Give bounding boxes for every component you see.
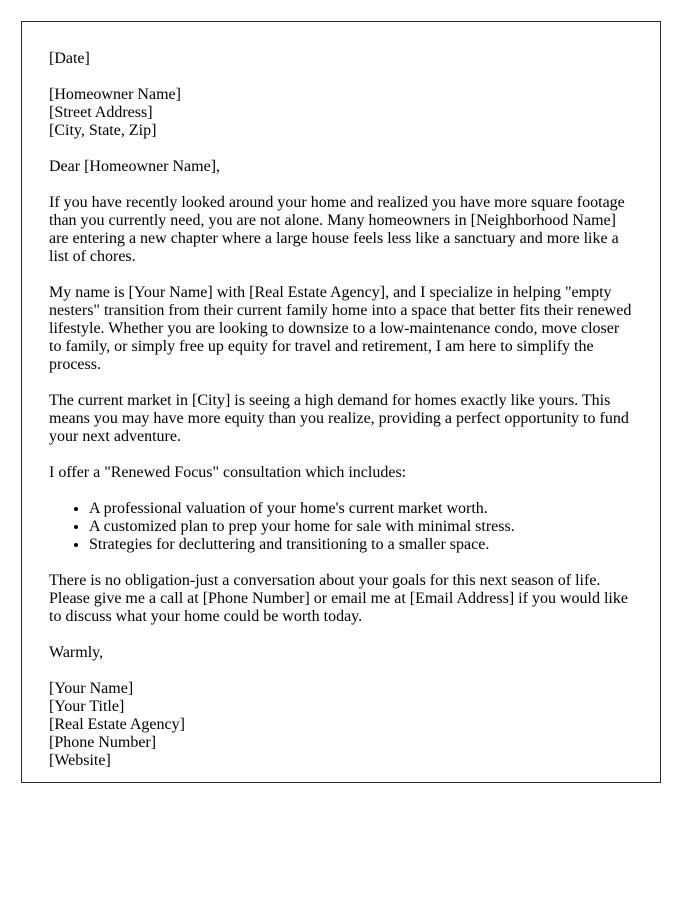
signature-line-title: [Your Title] (49, 698, 125, 715)
letter-document (21, 21, 661, 783)
valediction: Warmly, (49, 644, 104, 661)
paragraph-market: The current market in [City] is seeing a high demand for homes exactly like yours. This means you may have more equity than you realize, providing a perfect opportunity to fund your next adventure. (49, 392, 629, 445)
signature-line-agency: [Real Estate Agency] (49, 716, 185, 733)
bullet-item-valuation: • A professional valuation of your home's current market worth. (89, 500, 633, 518)
signature-line-website: [Website] (49, 752, 111, 769)
salutation: Dear [Homeowner Name], (49, 158, 221, 175)
paragraph-offer-lead: I offer a "Renewed Focus" consultation which includes: (49, 464, 407, 481)
date-placeholder: [Date] (49, 50, 90, 67)
signature-line-phone: [Phone Number] (49, 734, 157, 751)
recipient-line-city: [City, State, Zip] (49, 122, 157, 139)
recipient-block (49, 86, 633, 140)
paragraph-intro: If you have recently looked around your home and realized you have more square footage than you currently need, you are not alone. Many homeowners in [Neighborhood Name] are entering a new chapter where a large house feels less like a sanctuary and more like a list of chores. (49, 194, 625, 265)
bullet-item-plan: • A customized plan to prep your home for sale with minimal stress. (89, 518, 633, 536)
signature-block (49, 680, 633, 770)
recipient-line-street: [Street Address] (49, 104, 153, 121)
paragraph-closing: There is no obligation-just a conversation about your goals for this next season of life. Please give me a call at [Phone Number] or email me at [Email Address] if you would like to discuss what your home could be worth today. (49, 572, 628, 625)
recipient-line-name: [Homeowner Name] (49, 86, 181, 103)
bullet-item-strategies: • Strategies for decluttering and transitioning to a smaller space. (89, 536, 633, 554)
consultation-bullet-list (49, 500, 633, 554)
paragraph-agent-intro: My name is [Your Name] with [Real Estate Agency], and I specialize in helping "empty nesters" transition from their current family home into a space that better fits their renewed lifestyle. Whether you are looking to downsize to a low-maintenance condo, move closer to family, or simply free up equity for travel and retirement, I am here to simplify the process. (49, 284, 632, 373)
signature-line-name: [Your Name] (49, 680, 134, 697)
